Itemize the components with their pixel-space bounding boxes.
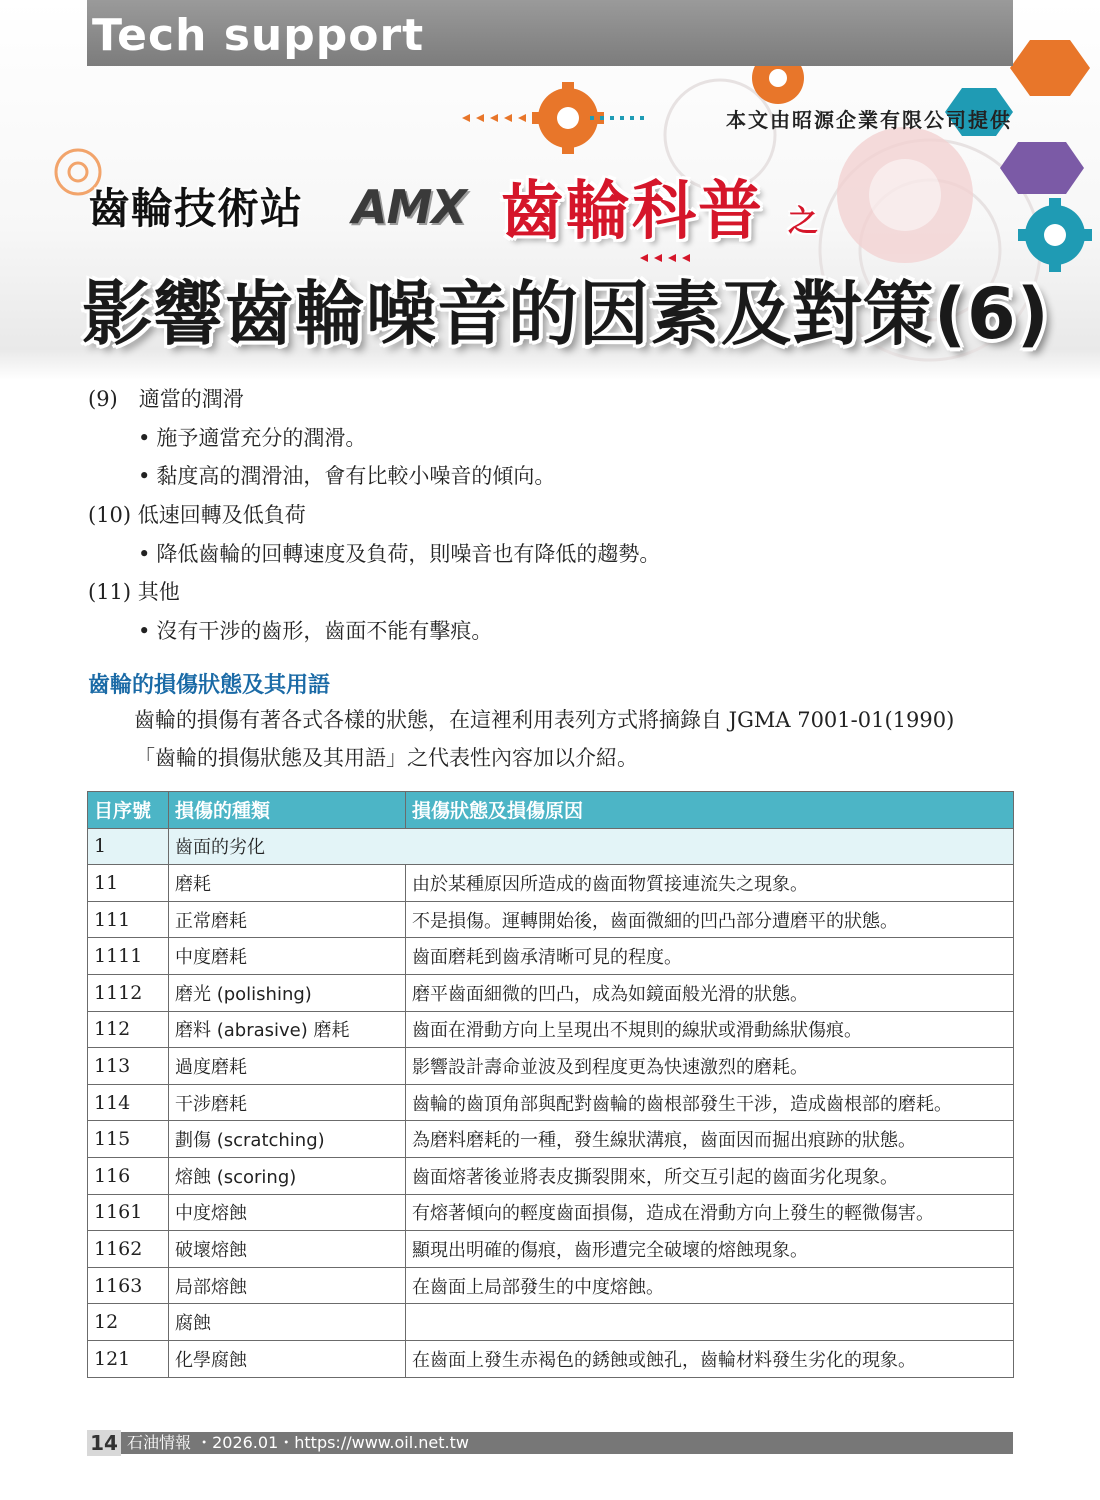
- footer-publication-info: 石油情報 ・2026.01・https://www.oil.net.tw: [127, 1433, 469, 1452]
- row-type: 磨光 (polishing): [169, 974, 406, 1011]
- row-description: 齒輪的齒頂角部與配對齒輪的齒根部發生干涉，造成齒根部的磨耗。: [406, 1084, 1014, 1121]
- table-row: [88, 901, 1014, 938]
- page-title: 影響齒輪噪音的因素及對策(6): [82, 273, 1050, 355]
- table-row: [88, 1267, 1014, 1304]
- row-description: 磨平齒面細微的凹凸，成為如鏡面般光滑的狀態。: [406, 974, 1014, 1011]
- item-11-title: (11) 其他: [88, 580, 180, 604]
- header-description: 損傷狀態及損傷原因: [406, 792, 1014, 829]
- page-number: 14: [87, 1430, 121, 1456]
- table-row: [88, 1011, 1014, 1048]
- row-type: 破壞熔蝕: [169, 1231, 406, 1268]
- table-row: [88, 1194, 1014, 1231]
- row-type: 熔蝕 (scoring): [169, 1157, 406, 1194]
- header-banner: [0, 0, 1100, 380]
- item-9-bullet-1: 施予適當充分的潤滑。: [156, 426, 367, 450]
- arrow-dash-decoration: [462, 114, 526, 122]
- row-description: [406, 1304, 1014, 1341]
- series-suffix: 之: [788, 204, 818, 239]
- footer-bar: [87, 1432, 1013, 1454]
- item-9-bullet-2: 黏度高的潤滑油，會有比較小噪音的傾向。: [156, 464, 556, 488]
- row-type: 干涉磨耗: [169, 1084, 406, 1121]
- table-row: [88, 1121, 1014, 1158]
- table-row: [88, 974, 1014, 1011]
- row-code: 1: [88, 828, 169, 865]
- row-type: 劃傷 (scratching): [169, 1121, 406, 1158]
- row-code: 1162: [88, 1231, 169, 1268]
- row-code: 111: [88, 901, 169, 938]
- item-10-title: (10) 低速回轉及低負荷: [88, 503, 306, 527]
- table-header-row: [88, 792, 1014, 829]
- item-11-bullet-1: 沒有干涉的齒形，齒面不能有擊痕。: [156, 619, 493, 643]
- item-10-bullet-1: 降低齒輪的回轉速度及負荷，則噪音也有降低的趨勢。: [156, 542, 661, 566]
- row-type: 中度磨耗: [169, 938, 406, 975]
- row-type: 中度熔蝕: [169, 1194, 406, 1231]
- intro-paragraph-line-1: 齒輪的損傷有著各式各樣的狀態，在這裡利用表列方式將摘錄自 JGMA 7001-01(1990): [134, 708, 955, 732]
- row-description: 由於某種原因所造成的齒面物質接連流失之現象。: [406, 865, 1014, 902]
- header-type: 損傷的種類: [169, 792, 406, 829]
- table-row: [88, 1048, 1014, 1085]
- row-description: 為磨料磨耗的一種，發生線狀溝痕，齒面因而掘出痕跡的狀態。: [406, 1121, 1014, 1158]
- row-code: 116: [88, 1157, 169, 1194]
- row-type: 磨耗: [169, 865, 406, 902]
- table-row: [88, 1340, 1014, 1377]
- row-description: 顯現出明確的傷痕，齒形遭完全破壞的熔蝕現象。: [406, 1231, 1014, 1268]
- row-code: 115: [88, 1121, 169, 1158]
- row-code: 114: [88, 1084, 169, 1121]
- orange-hexagon-icon: [1010, 40, 1090, 96]
- section-label: Tech support: [92, 10, 425, 61]
- row-type: 化學腐蝕: [169, 1340, 406, 1377]
- intro-paragraph-line-2: 「齒輪的損傷狀態及其用語」之代表性內容加以介紹。: [134, 746, 638, 770]
- row-code: 1112: [88, 974, 169, 1011]
- item-9-title: (9) 適當的潤滑: [88, 387, 244, 411]
- row-code: 112: [88, 1011, 169, 1048]
- brand-logo: AMX: [352, 180, 466, 234]
- row-type: 局部熔蝕: [169, 1267, 406, 1304]
- row-description: 在齒面上發生赤褐色的銹蝕或蝕孔，齒輪材料發生劣化的現象。: [406, 1340, 1014, 1377]
- row-type: 過度磨耗: [169, 1048, 406, 1085]
- row-code: 113: [88, 1048, 169, 1085]
- table-row: [88, 828, 1014, 865]
- table-row: [88, 865, 1014, 902]
- row-description: 在齒面上局部發生的中度熔蝕。: [406, 1267, 1014, 1304]
- table-row: [88, 938, 1014, 975]
- table-row: [88, 1231, 1014, 1268]
- row-code: 1161: [88, 1194, 169, 1231]
- row-description: 有熔著傾向的輕度齒面損傷，造成在滑動方向上發生的輕微傷害。: [406, 1194, 1014, 1231]
- row-type: 腐蝕: [169, 1304, 406, 1341]
- list-item: [138, 461, 555, 491]
- purple-hexagon-icon: [1000, 142, 1084, 194]
- faded-red-gear-icon: [837, 127, 973, 263]
- row-description: 齒面熔著後並將表皮撕裂開來，所交互引起的齒面劣化現象。: [406, 1157, 1014, 1194]
- row-code: 12: [88, 1304, 169, 1341]
- row-code: 11: [88, 865, 169, 902]
- header-code: 目序號: [88, 792, 169, 829]
- table-row: [88, 1084, 1014, 1121]
- row-description: 影響設計壽命並波及到程度更為快速激烈的磨耗。: [406, 1048, 1014, 1085]
- row-description: 齒面磨耗到齒承清晰可見的程度。: [406, 938, 1014, 975]
- row-type: 磨料 (abrasive) 磨耗: [169, 1011, 406, 1048]
- provider-credit: 本文由昭源企業有限公司提供: [726, 108, 1012, 132]
- row-code: 1163: [88, 1267, 169, 1304]
- row-code: 1111: [88, 938, 169, 975]
- section-heading: 齒輪的損傷狀態及其用語: [88, 672, 331, 698]
- row-description: 齒面在滑動方向上呈現出不規則的線狀或滑動絲狀傷痕。: [406, 1011, 1014, 1048]
- row-description: 不是損傷。運轉開始後，齒面微細的凹凸部分遭磨平的狀態。: [406, 901, 1014, 938]
- row-code: 121: [88, 1340, 169, 1377]
- row-type: 齒面的劣化: [169, 828, 1014, 865]
- column-name: 齒輪技術站: [88, 184, 304, 233]
- table-row: [88, 1304, 1014, 1341]
- row-type: 正常磨耗: [169, 901, 406, 938]
- list-item: [138, 539, 660, 569]
- damage-terms-table: [87, 791, 1014, 1378]
- series-name: 齒輪科普: [500, 175, 764, 249]
- list-item: [138, 423, 366, 453]
- list-item: [138, 616, 492, 646]
- table-row: [88, 1157, 1014, 1194]
